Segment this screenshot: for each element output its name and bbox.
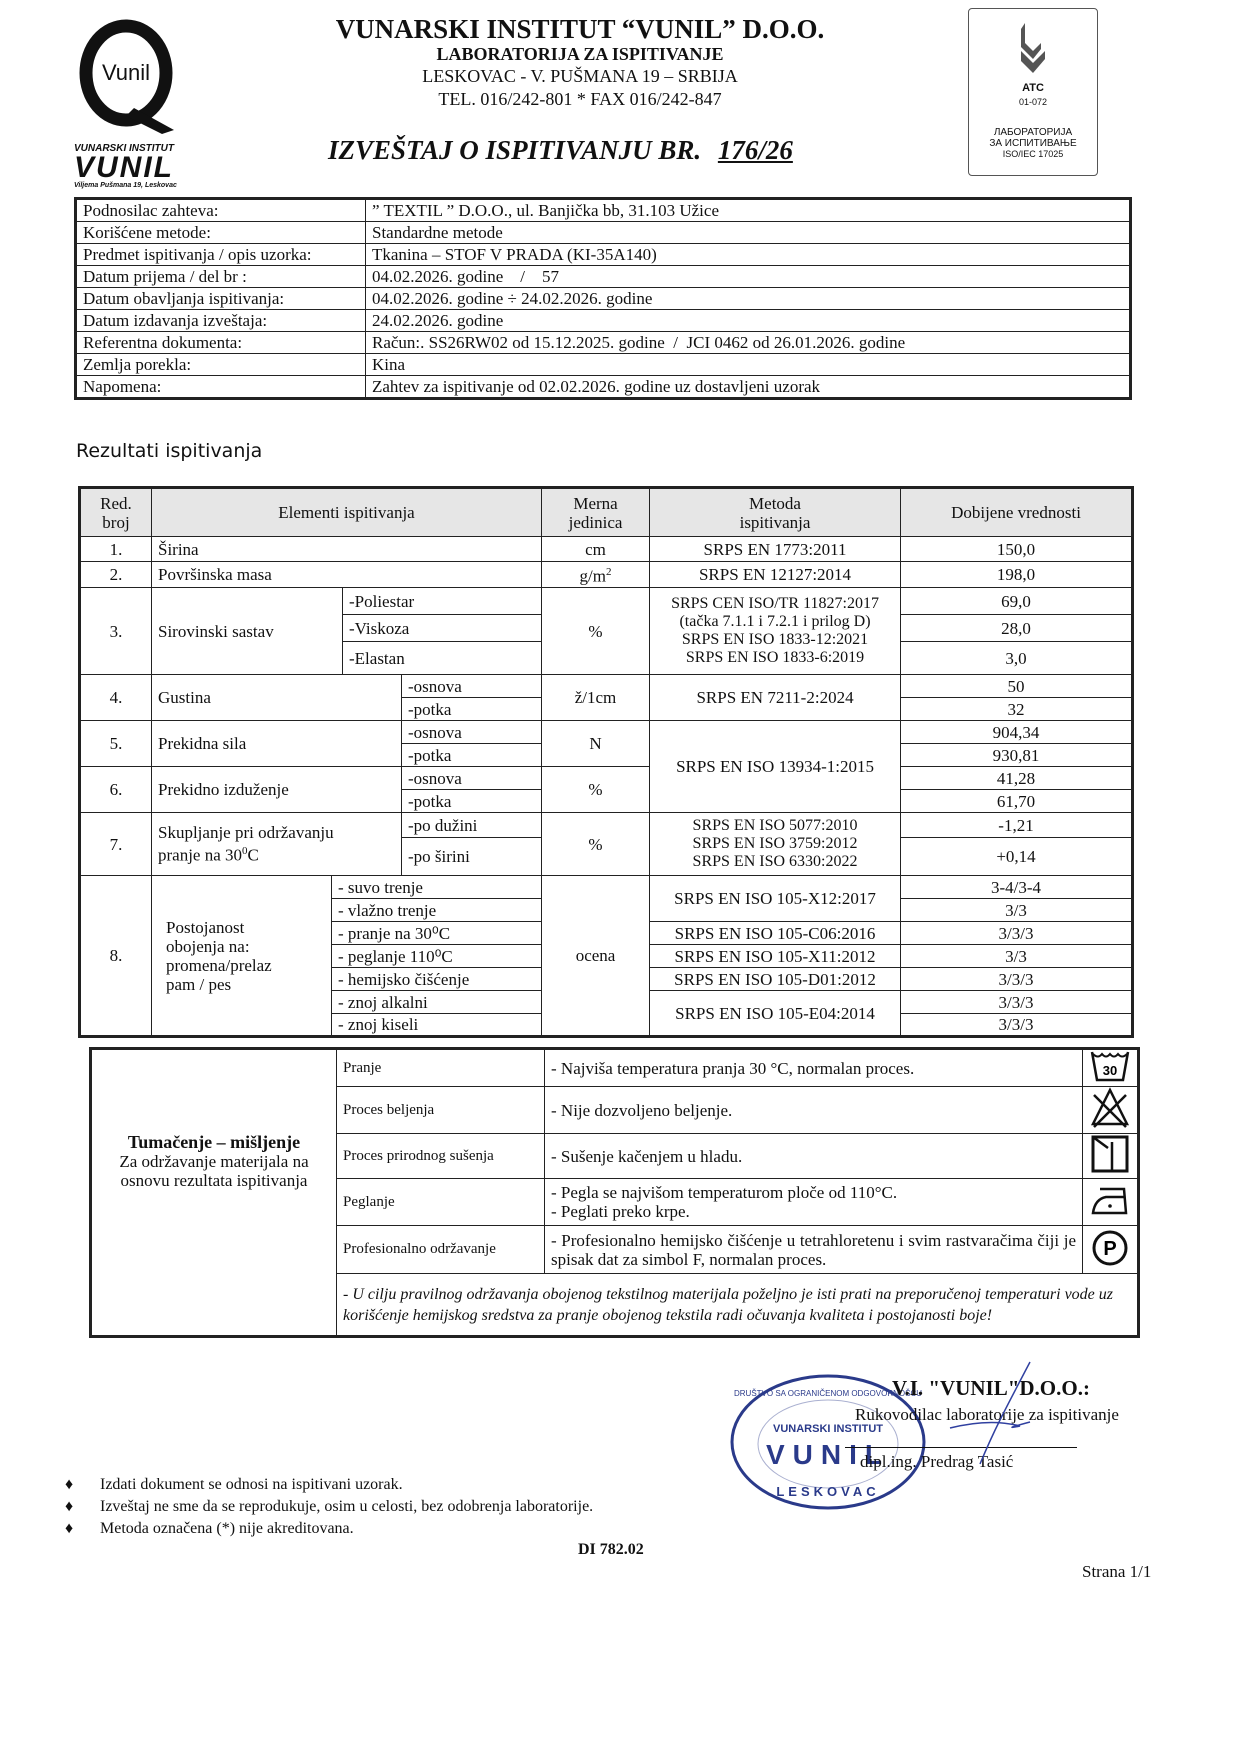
info-label: Datum prijema / del br : [76,266,366,288]
value: 198,0 [901,562,1133,588]
table-row [80,562,1133,588]
header-method: Metoda ispitivanja [650,488,901,537]
value: 3/3 [901,899,1133,922]
method: SRPS EN ISO 105-X12:2017 [650,876,901,922]
unit: ž/1cm [542,675,650,721]
atc-logo-icon [1013,21,1053,77]
atc-line3: ISO/IEC 17025 [1002,149,1064,159]
report-title-text: IZVEŠTAJ O ISPITIVANJU BR. [328,135,702,165]
value: 150,0 [901,537,1133,562]
info-value: Tkanina – STOF V PRADA (KI-35A140) [366,244,1131,266]
element-name: Prekidna sila [152,721,402,767]
atc-code: ATC [1022,82,1044,94]
info-value: Zahtev za ispitivanje od 02.02.2026. godine uz dostavljeni uzorak [366,376,1131,399]
care-instructions-table [89,1047,1140,1338]
svg-text:Vunil: Vunil [101,60,151,85]
sub-element: -potka [402,698,542,721]
element-name: Prekidno izduženje [152,767,402,813]
info-row [76,354,1131,376]
value: 3/3/3 [901,922,1133,945]
table-row [80,813,1133,838]
table-row [80,876,1133,899]
interpretation-cell [91,1049,337,1274]
row-number: 2. [80,562,152,588]
value: 61,70 [901,790,1133,813]
info-row [76,332,1131,354]
value: 3/3/3 [901,991,1133,1014]
signature-company: V.I. "VUNIL"D.O.O.: [892,1376,1090,1400]
table-row [80,721,1133,744]
unit: N [542,721,650,767]
no-bleach-icon [1083,1087,1139,1134]
handwritten-signature [930,1360,1050,1470]
sub-element: -osnova [402,675,542,698]
professional-cleaning-p-icon [1083,1226,1139,1274]
care-category: Proces prirodnog sušenja [337,1134,545,1179]
info-label: Referentna dokumenta: [76,332,366,354]
company-address: LESKOVAC - V. PUŠMANA 19 – SRBIJA [422,66,738,86]
vunil-logo [64,18,194,189]
info-value: Standardne metode [366,222,1131,244]
table-row [80,767,1133,790]
care-category: Peglanje [337,1179,545,1226]
info-value: 04.02.2026. godine ÷ 24.02.2026. godine [366,288,1131,310]
sub-element: -Elastan [343,642,542,675]
unit: % [542,767,650,813]
info-row [76,199,1131,222]
table-header-row [80,488,1133,537]
info-row [76,222,1131,244]
atc-number: 01-072 [1018,97,1048,107]
info-row [76,288,1131,310]
element-name: Skupljanje pri održavanju pranje na $30^0C$ [152,813,402,876]
method: SRPS EN ISO 105-C06:2016 [650,922,901,945]
info-label: Napomena: [76,376,366,399]
value: 3/3/3 [901,1014,1133,1037]
care-category: Proces beljenja [337,1087,545,1134]
sub-element: - vlažno trenje [332,899,542,922]
method: SRPS EN ISO 13934-1:2015 [650,721,901,813]
value: 32 [901,698,1133,721]
logo-caption-address: Viljema Pušmana 19, Leskovac [74,182,177,189]
sub-element: -Poliestar [343,588,542,615]
logo-caption-top: VUNARSKI INSTITUT [74,143,174,154]
atc-line1: ЛАБОРАТОРИЈА [993,127,1073,138]
header-no: Red. broj [80,488,152,537]
sub-element: -Viskoza [343,615,542,642]
row-number: 6. [80,767,152,813]
care-text: - Nije dozvoljeno beljenje. [545,1087,1083,1134]
sub-element: -osnova [402,721,542,744]
method: SRPS CEN ISO/TR 11827:2017 (tačka 7.1.1 i 7.2.1 i prilog D) SRPS EN ISO 1833-12:2021 SRPS EN ISO 1833-6:2019 [650,588,901,675]
value: 904,34 [901,721,1133,744]
info-label: Korišćene metode: [76,222,366,244]
method: SRPS EN ISO 105-D01:2012 [650,968,901,991]
table-row [80,537,1133,562]
table-row [80,588,1133,615]
footer-note: ♦ Izdati dokument se odnosi na ispitivani uzorak. [65,1476,403,1493]
info-label: Zemlja porekla: [76,354,366,376]
info-row [76,266,1131,288]
value: 3-4/3-4 [901,876,1133,899]
value: 3,0 [901,642,1133,675]
info-row [76,310,1131,332]
info-value: ” TEXTIL ” D.O.O., ul. Banjička bb, 31.103 Užice [366,199,1131,222]
value: -1,21 [901,813,1133,838]
document-code: DI 782.02 [578,1541,644,1558]
info-value: Kina [366,354,1131,376]
info-label: Datum izdavanja izveštaja: [76,310,366,332]
care-note: - U cilju pravilnog održavanja obojenog tekstilnog materijala poželjno je isti prati na preporučenoj temperaturi vode uz korišćenje hemijskog sredstva za pranje obojenog tekstila radi očuvanja kvaliteta i postojanosti boje! [337,1274,1139,1337]
method: SRPS EN ISO 5077:2010 SRPS EN ISO 3759:2012 SRPS EN ISO 6330:2022 [650,813,901,876]
info-label: Datum obavljanja ispitivanja: [76,288,366,310]
element-name: Postojanost obojenja na: promena/prelaz pam / pes [152,876,332,1037]
care-text: - Pegla se najvišom temperaturom ploče od 110°C. - Peglati preko krpe. [545,1179,1083,1226]
method: SRPS EN ISO 105-E04:2014 [650,991,901,1037]
header-value: Dobijene vrednosti [901,488,1133,537]
sub-element: - znoj alkalni [332,991,542,1014]
unit: cm [542,537,650,562]
info-row [76,244,1131,266]
sub-element: - suvo trenje [332,876,542,899]
header-unit: Merna jedinica [542,488,650,537]
unit: % [542,813,650,876]
company-phone: TEL. 016/242-801 * FAX 016/242-847 [438,89,722,109]
sub-element: - peglanje 110⁰C [332,945,542,968]
care-category: Pranje [337,1049,545,1087]
value: 69,0 [901,588,1133,615]
accreditation-badge [968,8,1098,176]
value: 3/3/3 [901,968,1133,991]
sub-element: -osnova [402,767,542,790]
sub-element: -po širini [402,838,542,876]
row-number: 4. [80,675,152,721]
iron-low-icon [1083,1179,1139,1226]
sub-element: - hemijsko čišćenje [332,968,542,991]
logo-caption-main: VUNIL [74,151,174,184]
request-info-table [74,197,1132,400]
line-dry-shade-icon [1083,1134,1139,1179]
element-name: Gustina [152,675,402,721]
company-name: VUNARSKI INSTITUT “VUNIL” D.O.O. [335,14,825,44]
value: 3/3 [901,945,1133,968]
value: +0,14 [901,838,1133,876]
table-row [80,675,1133,698]
svg-text:LESKOVAC: LESKOVAC [776,1484,880,1499]
element-name: Širina [152,537,542,562]
info-value: 04.02.2026. godine / 57 [366,266,1131,288]
signature-name: dipl.ing. Predrag Tasić [860,1452,1014,1471]
info-label: Predmet ispitivanja / opis uzorka: [76,244,366,266]
signature-role: Rukovodilac laboratorije za ispitivanje [855,1405,1119,1424]
info-label: Podnosilac zahteva: [76,199,366,222]
report-title [328,135,803,166]
method: SRPS EN 7211-2:2024 [650,675,901,721]
care-category: Profesionalno održavanje [337,1226,545,1274]
lab-name: LABORATORIJA ZA ISPITIVANJE [436,44,724,64]
wash-30-icon [1083,1049,1139,1087]
sub-element: -potka [402,744,542,767]
method: SRPS EN 1773:2011 [650,537,901,562]
value: 930,81 [901,744,1133,767]
page-number: Strana 1/1 [1082,1562,1152,1581]
row-number: 5. [80,721,152,767]
row-number: 1. [80,537,152,562]
interpretation-title: Tumačenje – mišljenje [127,1132,301,1153]
row-number: 3. [80,588,152,675]
value: 50 [901,675,1133,698]
unit: % [542,588,650,675]
care-text: - Sušenje kačenjem u hladu. [545,1134,1083,1179]
method: SRPS EN ISO 105-X11:2012 [650,945,901,968]
unit: ocena [542,876,650,1037]
info-row [76,376,1131,399]
unit: $g/m^2$ [542,562,650,588]
info-value: 24.02.2026. godine [366,310,1131,332]
sub-element: - pranje na 30⁰C [332,922,542,945]
results-heading: Rezultati ispitivanja [76,440,263,462]
care-text: - Profesionalno hemijsko čišćenje u tetrahloretenu i svim rastvaračima čiji je spisak dat za simbol F, normalan proces. [545,1226,1083,1274]
interpretation-subtitle: Za održavanje materijala na osnovu rezultata ispitivanja [119,1152,309,1191]
svg-text:30: 30 [1102,1063,1118,1078]
svg-text:DRUŠTVO SA OGRANIČENOM ODGOVOR: DRUŠTVO SA OGRANIČENOM ODGOVORNOŠĆU [733,1389,923,1398]
row-number: 8. [80,876,152,1037]
value: 28,0 [901,615,1133,642]
svg-text:P: P [1103,1237,1117,1260]
svg-text:VUNARSKI INSTITUT: VUNARSKI INSTITUT [773,1423,883,1435]
method: SRPS EN 12127:2014 [650,562,901,588]
svg-text:VUNIL: VUNIL [766,1439,890,1470]
sub-element: -po dužini [402,813,542,838]
footer-note: ♦ Metoda označena (*) nije akreditovana. [65,1520,354,1537]
row-number: 7. [80,813,152,876]
element-name: Sirovinski sastav [152,588,343,675]
report-number: 176/26 [717,135,793,165]
footer-note: ♦ Izveštaj ne sme da se reprodukuje, osim u celosti, bez odobrenja laboratorije. [65,1498,594,1515]
info-value: Račun:. SS26RW02 od 15.12.2025. godine / JCI 0462 od 26.01.2026. godine [366,332,1131,354]
results-table [78,486,1134,1038]
sub-element: -potka [402,790,542,813]
blank-cell [91,1274,337,1337]
element-name: Površinska masa [152,562,542,588]
sub-element: - znoj kiseli [332,1014,542,1037]
value: 41,28 [901,767,1133,790]
header-element: Elementi ispitivanja [152,488,542,537]
atc-line2: ЗА ИСПИТИВАЊЕ [989,138,1077,149]
care-text: - Najviša temperatura pranja 30 °C, normalan proces. [545,1049,1083,1087]
